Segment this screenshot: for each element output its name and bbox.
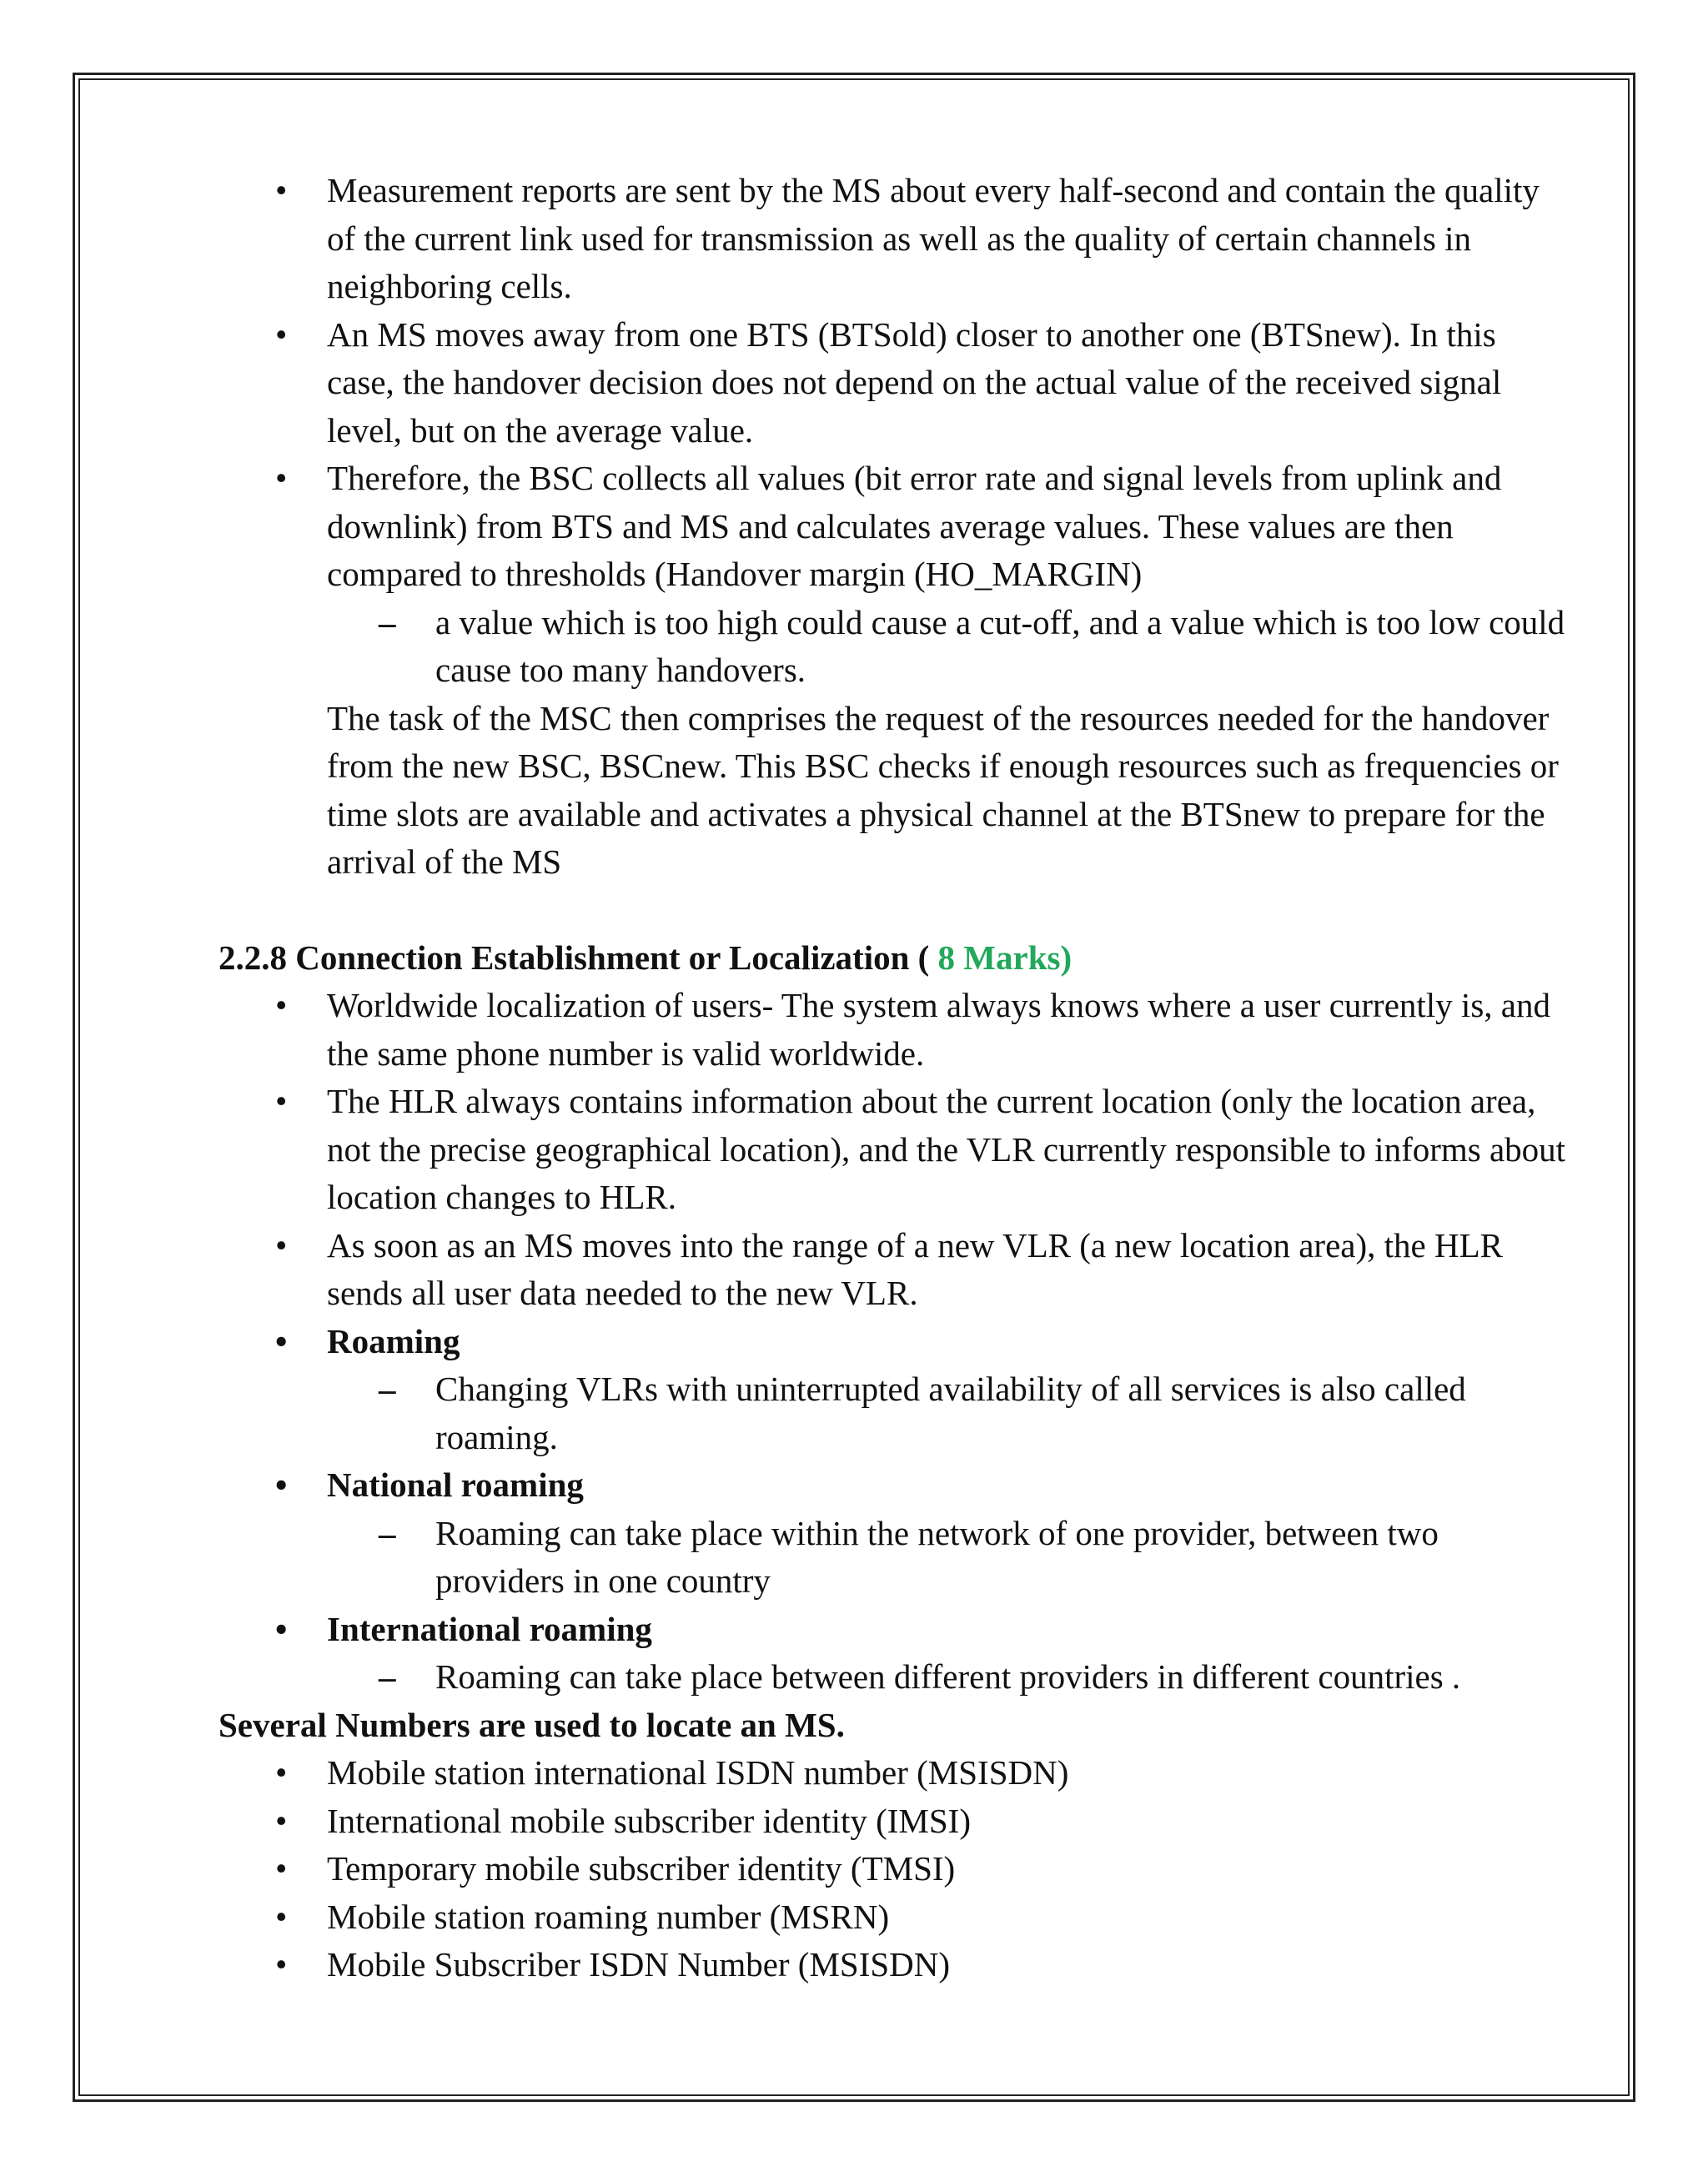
- bullet-worldwide-localization: • Worldwide localization of users- The system always knows where a user currently is, and the same phone number is valid worldwide.: [219, 982, 1570, 1078]
- bullet-national-roaming: • National roaming: [219, 1461, 1570, 1510]
- msc-task-paragraph: The task of the MSC then comprises the request of the resources needed for the handover from the new BSC, BSCnew. This BSC checks if enough resources such as frequencies or time slots are available and activates a physical channel at the BTSnew to prepare for the arrival of the MS: [327, 698, 1559, 881]
- section-heading: [219, 934, 1570, 983]
- number-item-imsi: • International mobile subscriber identity (IMSI): [219, 1797, 1570, 1846]
- bullet-hlr-location: • The HLR always contains information about the current location (only the location area, not the precise geographical location), and the VLR currently responsible to informs about location changes to HLR.: [219, 1078, 1570, 1222]
- bullet-ms-moves: • An MS moves away from one BTS (BTSold) closer to another one (BTSnew). In this case, the handover decision does not depend on the actual value of the received signal level, but on the average value.: [219, 311, 1570, 455]
- marks-label: 8 Marks): [929, 938, 1073, 977]
- sub-bullet-international-roaming: – Roaming can take place between different providers in different countries .: [219, 1653, 1570, 1702]
- number-item-msisdn: • Mobile station international ISDN number (MSISDN): [219, 1749, 1570, 1797]
- bullet-bsc-collects: • Therefore, the BSC collects all values (bit error rate and signal levels from uplink and downlink) from BTS and MS and calculates average values. These values are then compared to thresholds (Handover margin (HO_MARGIN): [219, 455, 1570, 599]
- number-item-msisdn-2: • Mobile Subscriber ISDN Number (MSISDN): [219, 1941, 1570, 1989]
- number-item-msrn: • Mobile station roaming number (MSRN): [219, 1893, 1570, 1942]
- sub-bullet-threshold: – a value which is too high could cause a cut-off, and a value which is too low could cause too many handovers.: [219, 599, 1570, 695]
- bullet-roaming: • Roaming: [219, 1318, 1570, 1366]
- section-heading-text: 2.2.8 Connection Establishment or Localization (: [219, 938, 930, 977]
- number-item-tmsi: • Temporary mobile subscriber identity (TMSI): [219, 1845, 1570, 1893]
- bullet-measurement-reports: • Measurement reports are sent by the MS about every half-second and contain the quality of the current link used for transmission as well as the quality of certain channels in neighboring cells.: [219, 167, 1570, 311]
- sub-bullet-roaming: – Changing VLRs with uninterrupted availability of all services is also called roaming.: [219, 1365, 1570, 1461]
- document-content: [219, 167, 1570, 1989]
- bullet-international-roaming: • International roaming: [219, 1606, 1570, 1654]
- spacer: [219, 887, 1570, 934]
- numbers-heading: Several Numbers are used to locate an MS.: [219, 1705, 845, 1744]
- sub-bullet-national-roaming: – Roaming can take place within the network of one provider, between two providers in one country: [219, 1510, 1570, 1606]
- bullet-new-vlr: • As soon as an MS moves into the range of a new VLR (a new location area), the HLR sends all user data needed to the new VLR.: [219, 1222, 1570, 1318]
